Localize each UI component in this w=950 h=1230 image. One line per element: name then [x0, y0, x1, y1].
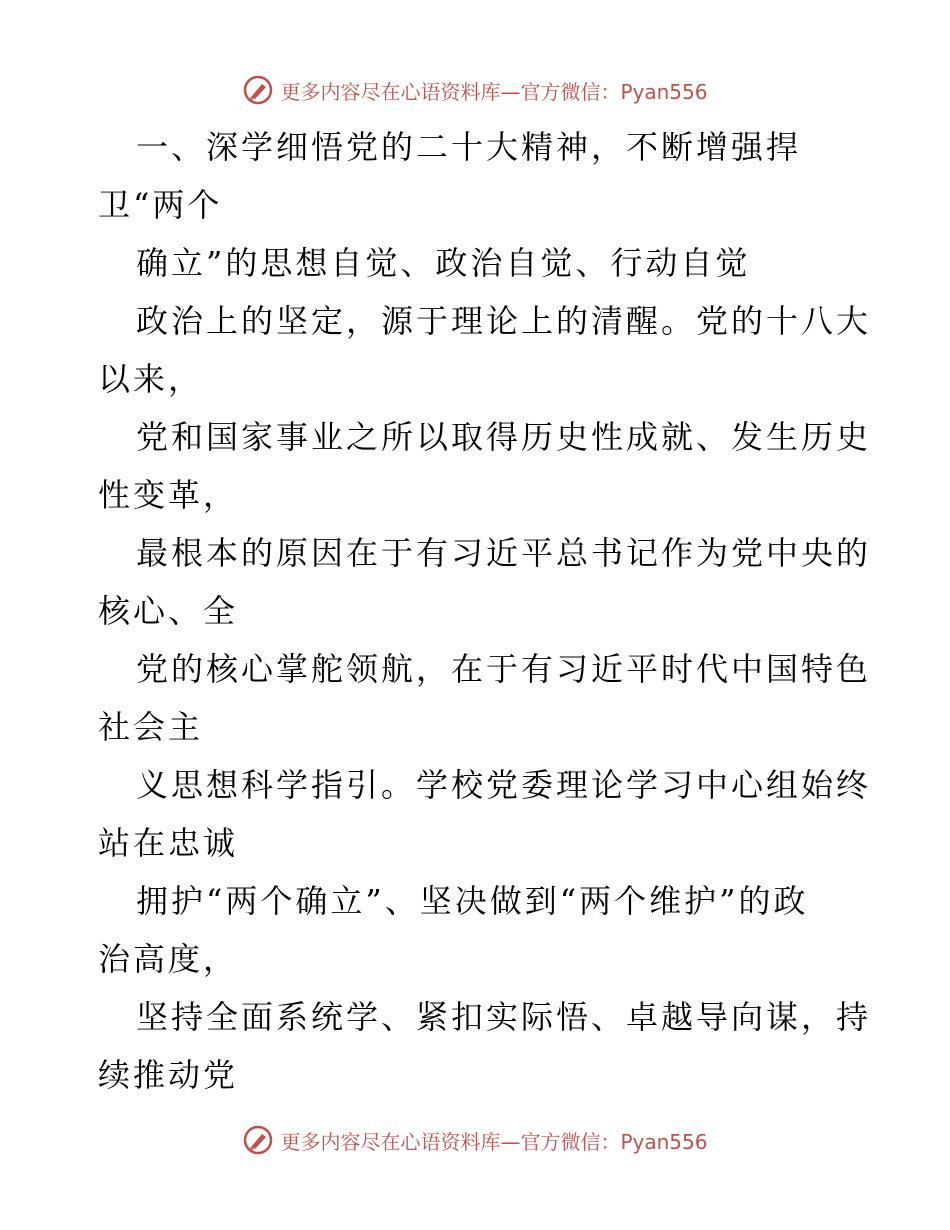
body-line: 卫“两个 — [98, 186, 223, 224]
body-line: 性变革， — [98, 476, 239, 514]
body-line: 续推动党 — [98, 1056, 239, 1094]
body-line: 拥护“两个确立”、坚决做到“两个维护”的政 — [136, 882, 809, 920]
footer-watermark-banner — [0, 1120, 950, 1160]
body-line: 一、深学细悟党的二十大精神，不断增强捍 — [136, 128, 802, 166]
pen-nib-circle-icon — [242, 1124, 274, 1156]
document-body — [98, 118, 872, 1104]
body-line: 治高度， — [98, 940, 239, 978]
header-watermark-banner — [0, 70, 950, 110]
body-line: 站在忠诚 — [98, 824, 239, 862]
body-line: 以来， — [98, 360, 204, 398]
body-line: 核心、全 — [98, 592, 239, 630]
body-line: 党和国家事业之所以取得历史性成就、发生历史 — [136, 418, 872, 456]
body-line: 党的核心掌舵领航，在于有习近平时代中国特色 — [136, 650, 872, 688]
body-line: 政治上的坚定，源于理论上的清醒。党的十八大 — [136, 302, 872, 340]
body-line: 最根本的原因在于有习近平总书记作为党中央的 — [136, 534, 872, 572]
body-line: 义思想科学指引。学校党委理论学习中心组始终 — [136, 766, 872, 804]
body-line: 坚持全面系统学、紧扣实际悟、卓越导向谋，持 — [136, 998, 872, 1036]
pen-nib-circle-icon — [242, 74, 274, 106]
footer-watermark-text: 更多内容尽在心语资料库—官方微信：Pyan556 — [280, 1129, 708, 1154]
body-line: 确立”的思想自觉、政治自觉、行动自觉 — [136, 244, 751, 282]
header-watermark-text: 更多内容尽在心语资料库—官方微信：Pyan556 — [280, 79, 708, 104]
body-line: 社会主 — [98, 708, 204, 746]
